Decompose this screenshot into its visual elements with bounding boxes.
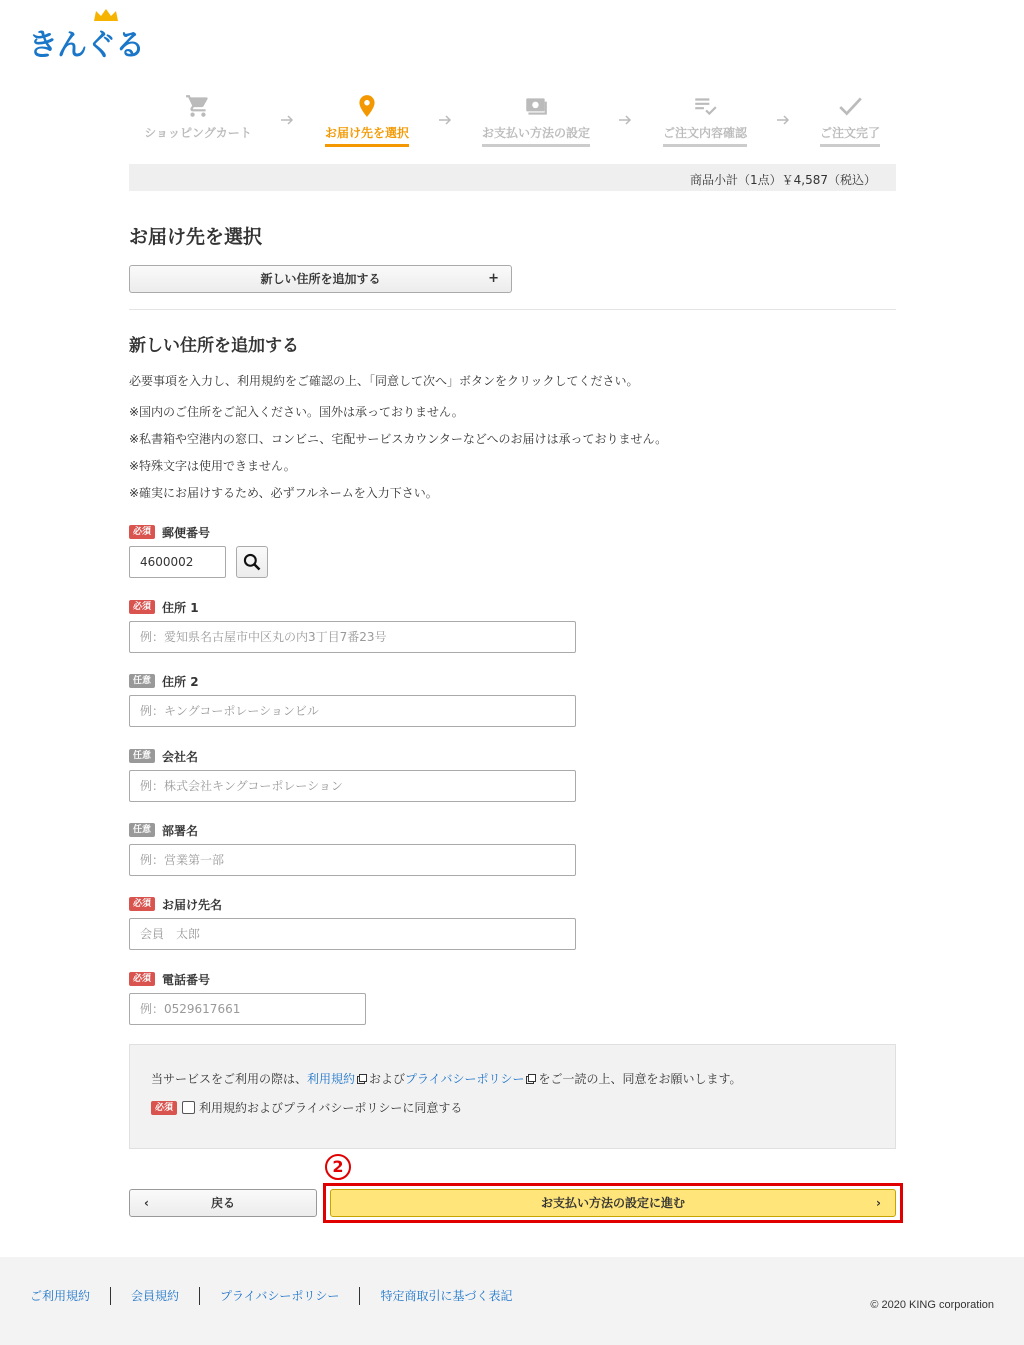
checklist-icon bbox=[692, 92, 718, 120]
privacy-link[interactable] bbox=[405, 1072, 538, 1086]
consent-and: および bbox=[369, 1072, 406, 1086]
consent-prefix: 当サービスをご利用の際は、 bbox=[151, 1072, 308, 1086]
note-item: ※確実にお届けするため、必ずフルネームを入力下さい。 bbox=[129, 486, 438, 500]
department-label: 部署名 bbox=[162, 823, 199, 838]
plus-icon: + bbox=[488, 271, 499, 286]
consent-suffix: をご一読の上、同意をお願いします。 bbox=[538, 1072, 742, 1086]
add-address-label: 新しい住所を追加する bbox=[260, 272, 381, 286]
next-button-label: お支払い方法の設定に進む bbox=[540, 1196, 685, 1210]
external-link-icon bbox=[526, 1074, 536, 1084]
step-cart bbox=[143, 92, 253, 144]
arrow-right-icon bbox=[775, 112, 791, 128]
external-link-icon bbox=[357, 1074, 367, 1084]
step-label: ご注文内容確認 bbox=[663, 124, 747, 147]
required-badge: 必須 bbox=[129, 972, 155, 986]
consent-checkbox-row[interactable] bbox=[151, 1099, 462, 1116]
back-button[interactable] bbox=[129, 1189, 317, 1217]
footer-link-commerce-law[interactable]: 特定商取引に基づく表記 bbox=[359, 1287, 532, 1305]
optional-badge: 任意 bbox=[129, 823, 155, 837]
zip-label: 郵便番号 bbox=[162, 525, 211, 540]
consent-checkbox[interactable] bbox=[182, 1101, 195, 1114]
address2-input[interactable] bbox=[129, 695, 576, 727]
phone-label: 電話番号 bbox=[162, 972, 211, 987]
field-department bbox=[129, 822, 576, 876]
address1-label: 住所 1 bbox=[162, 600, 199, 615]
footer-link-privacy[interactable]: プライバシーポリシー bbox=[199, 1287, 359, 1305]
field-address1 bbox=[129, 599, 576, 653]
check-icon bbox=[837, 92, 863, 120]
recipient-input[interactable] bbox=[129, 918, 576, 950]
step-label: お支払い方法の設定 bbox=[482, 124, 590, 147]
required-badge: 必須 bbox=[129, 525, 155, 539]
field-zip bbox=[129, 524, 268, 578]
copyright: © 2020 KING corporation bbox=[870, 1299, 994, 1311]
step-complete bbox=[815, 92, 885, 147]
form-notes bbox=[129, 403, 667, 511]
arrow-right-icon bbox=[437, 112, 453, 128]
required-badge: 必須 bbox=[151, 1101, 177, 1115]
note-item: ※私書箱や空港内の窓口、コンビニ、宅配サービスカウンターなどへのお届けは承っておりません。 bbox=[129, 432, 668, 446]
field-phone bbox=[129, 971, 366, 1025]
arrow-right-icon bbox=[617, 112, 633, 128]
arrow-right-icon bbox=[279, 112, 295, 128]
recipient-label: お届け先名 bbox=[162, 897, 223, 912]
field-recipient bbox=[129, 896, 576, 950]
search-icon bbox=[242, 552, 262, 572]
back-button-label: 戻る bbox=[210, 1196, 235, 1210]
step-confirm bbox=[659, 92, 751, 147]
footer-link-member-terms[interactable]: 会員規約 bbox=[110, 1287, 199, 1305]
chevron-left-icon: ‹ bbox=[144, 1196, 149, 1210]
address2-label: 住所 2 bbox=[162, 674, 199, 689]
checkout-steps bbox=[129, 92, 896, 152]
step-delivery bbox=[317, 92, 417, 147]
step-marker-badge: 2 bbox=[325, 1154, 351, 1180]
footer-links bbox=[30, 1287, 532, 1305]
field-company bbox=[129, 748, 576, 802]
footer-link-terms[interactable]: ご利用規約 bbox=[30, 1289, 91, 1303]
logo-text: きんぐる bbox=[28, 28, 144, 63]
note-item: ※国内のご住所をご記入ください。国外は承っておりません。 bbox=[129, 405, 464, 419]
step-label: ショッピングカート bbox=[144, 126, 252, 140]
form-title: 新しい住所を追加する bbox=[129, 336, 299, 356]
cart-icon bbox=[185, 92, 211, 120]
consent-checkbox-label[interactable]: 利用規約およびプライバシーポリシーに同意する bbox=[199, 1101, 463, 1115]
step-label: ご注文完了 bbox=[820, 124, 880, 147]
field-address2 bbox=[129, 673, 576, 727]
zip-input[interactable] bbox=[129, 546, 226, 578]
optional-badge: 任意 bbox=[129, 674, 155, 688]
required-badge: 必須 bbox=[129, 897, 155, 911]
privacy-link-text: プライバシーポリシー bbox=[405, 1072, 525, 1086]
phone-input[interactable] bbox=[129, 993, 366, 1025]
company-input[interactable] bbox=[129, 770, 576, 802]
address1-input[interactable] bbox=[129, 621, 576, 653]
department-input[interactable] bbox=[129, 844, 576, 876]
required-badge: 必須 bbox=[129, 600, 155, 614]
company-label: 会社名 bbox=[162, 749, 199, 764]
payment-icon bbox=[523, 92, 549, 120]
terms-link-text: 利用規約 bbox=[307, 1072, 356, 1086]
highlight-frame bbox=[323, 1183, 903, 1223]
note-item: ※特殊文字は使用できません。 bbox=[129, 459, 296, 473]
step-label: お届け先を選択 bbox=[325, 124, 409, 147]
page-title: お届け先を選択 bbox=[129, 226, 263, 248]
chevron-right-icon: › bbox=[876, 1196, 881, 1210]
footer bbox=[0, 1257, 1024, 1345]
consent-box bbox=[129, 1044, 896, 1149]
form-intro: 必要事項を入力し、利用規約をご確認の上、「同意して次へ」ボタンをクリックしてください。 bbox=[129, 374, 639, 388]
consent-text bbox=[151, 1070, 742, 1087]
terms-link[interactable] bbox=[307, 1072, 369, 1086]
optional-badge: 任意 bbox=[129, 749, 155, 763]
zip-search-button[interactable] bbox=[236, 546, 268, 578]
divider bbox=[129, 309, 896, 310]
step-payment bbox=[479, 92, 593, 147]
location-pin-icon bbox=[354, 92, 380, 120]
add-address-button[interactable] bbox=[129, 265, 512, 293]
cart-subtotal: 商品小計（1点）￥4,587（税込） bbox=[129, 164, 896, 191]
logo[interactable] bbox=[28, 8, 158, 63]
